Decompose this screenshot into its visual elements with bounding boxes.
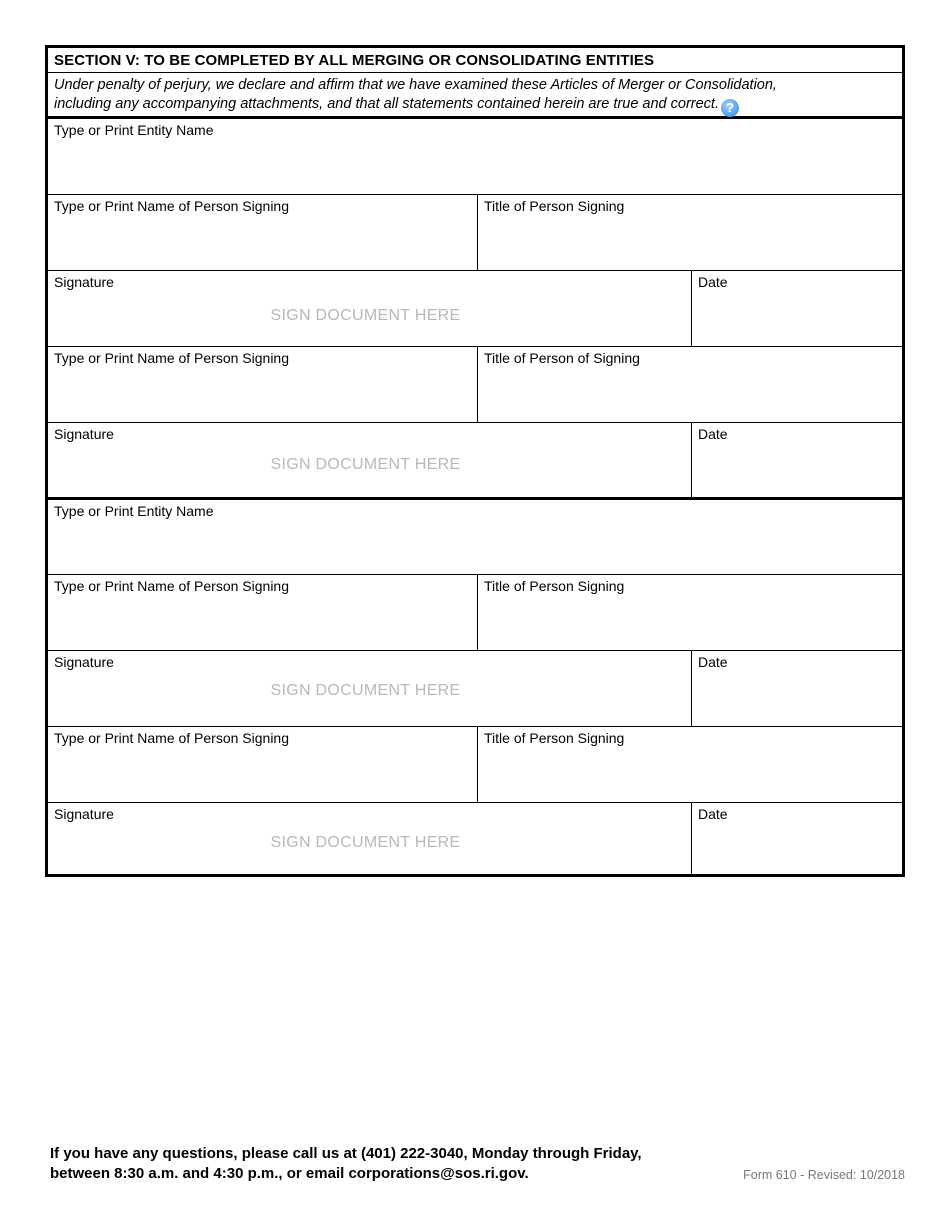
date-field[interactable]: [691, 803, 902, 874]
signature-row: [48, 803, 902, 874]
sign-document-here[interactable]: SIGN DOCUMENT HERE: [270, 682, 461, 699]
signer-title-field[interactable]: [477, 347, 902, 422]
signer-title-label: Title of Person of Signing: [484, 350, 640, 366]
contact-line-2: between 8:30 a.m. and 4:30 p.m., or email corporations@sos.ri.gov.: [50, 1165, 529, 1182]
entity-name-label: Type or Print Entity Name: [54, 122, 214, 138]
signer-name-label: Type or Print Name of Person Signing: [54, 578, 290, 594]
signer-name-field[interactable]: [48, 575, 477, 650]
form-revision-label: Form 610 - Revised: 10/2018: [743, 1168, 905, 1182]
affirmation-text: [54, 76, 894, 117]
signer-title-label: Title of Person Signing: [484, 198, 625, 214]
date-field[interactable]: [691, 651, 902, 726]
signature-field[interactable]: [48, 651, 691, 726]
signer-name-field[interactable]: [48, 195, 477, 270]
signature-label: Signature: [54, 654, 114, 670]
entity-name-field[interactable]: [48, 500, 902, 575]
signature-label: Signature: [54, 274, 114, 290]
signer-name-label: Type or Print Name of Person Signing: [54, 350, 290, 366]
sign-document-here[interactable]: SIGN DOCUMENT HERE: [270, 834, 461, 851]
signature-label: Signature: [54, 806, 114, 822]
entity-name-field[interactable]: [48, 119, 902, 195]
section-header: [48, 48, 902, 73]
signature-field[interactable]: [48, 803, 691, 874]
section-title: SECTION V: TO BE COMPLETED BY ALL MERGING OR CONSOLIDATING ENTITIES: [54, 52, 655, 69]
signer-name-field[interactable]: [48, 727, 477, 802]
date-field[interactable]: [691, 423, 902, 497]
date-label: Date: [698, 806, 728, 822]
signer-title-label: Title of Person Signing: [484, 730, 625, 746]
signature-row: [48, 271, 902, 347]
help-icon[interactable]: ?: [721, 99, 739, 117]
signature-field[interactable]: [48, 423, 691, 497]
sign-document-here[interactable]: SIGN DOCUMENT HERE: [270, 307, 461, 324]
signer-title-field[interactable]: [477, 727, 902, 802]
date-label: Date: [698, 274, 728, 290]
signature-field[interactable]: [48, 271, 691, 346]
signer-row: [48, 347, 902, 423]
date-label: Date: [698, 426, 728, 442]
signature-label: Signature: [54, 426, 114, 442]
signer-title-field[interactable]: [477, 195, 902, 270]
signature-row: [48, 423, 902, 500]
sign-document-here[interactable]: SIGN DOCUMENT HERE: [270, 456, 461, 473]
signer-row: [48, 195, 902, 271]
signer-row: [48, 575, 902, 651]
date-field[interactable]: [691, 271, 902, 346]
signer-name-label: Type or Print Name of Person Signing: [54, 198, 290, 214]
contact-info: [50, 1144, 642, 1184]
section-v-form: [45, 45, 905, 877]
affirmation-statement: [48, 73, 902, 119]
affirmation-line-1: Under penalty of perjury, we declare and affirm that we have examined these Articles of Merger or Consolidation,: [54, 77, 777, 93]
signer-row: [48, 727, 902, 803]
signature-row: [48, 651, 902, 727]
affirmation-line-2: including any accompanying attachments, and that all statements contained herein are true and correct.: [54, 96, 719, 112]
date-label: Date: [698, 654, 728, 670]
contact-line-1: If you have any questions, please call us at (401) 222-3040, Monday through Friday,: [50, 1145, 642, 1162]
signer-name-label: Type or Print Name of Person Signing: [54, 730, 290, 746]
signer-title-label: Title of Person Signing: [484, 578, 625, 594]
entity-name-label: Type or Print Entity Name: [54, 503, 214, 519]
signer-title-field[interactable]: [477, 575, 902, 650]
signer-name-field[interactable]: [48, 347, 477, 422]
